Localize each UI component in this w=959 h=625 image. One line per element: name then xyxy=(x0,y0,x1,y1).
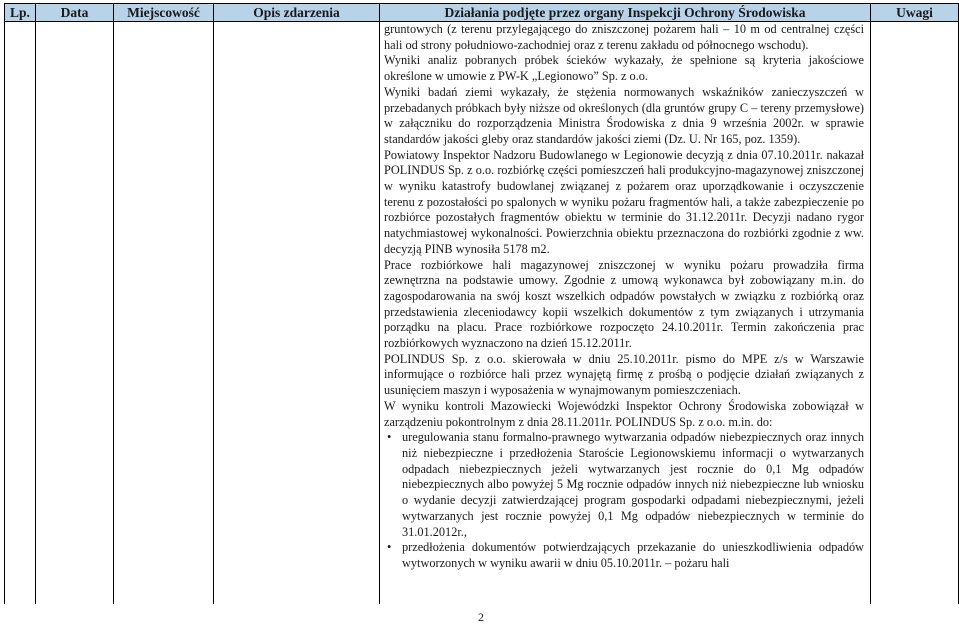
bullet-icon: • xyxy=(387,540,392,555)
page-number: 2 xyxy=(478,610,484,624)
header-dzialania: Działania podjęte przez organy Inspekcji Ochrony Środowiska xyxy=(380,4,871,22)
bullet-icon: • xyxy=(387,430,392,445)
obligations-list xyxy=(384,430,864,571)
list-item xyxy=(387,540,864,571)
header-uwagi: Uwagi xyxy=(871,4,959,22)
cell-uwagi xyxy=(871,22,959,605)
actions-paragraph: W wyniku kontroli Mazowiecki Wojewódzki Inspektor Ochrony Środowiska zobowiązał w zarządzeniu pokontrolnym z dnia 28.11.2011r. POLINDUS Sp. z o.o. m.in. do: xyxy=(384,398,864,429)
actions-paragraph: POLINDUS Sp. z o.o. skierowała w dniu 25.10.2011r. pismo do MPE z/s w Warszawie informujące o rozbiórce hali przez wynajętą firmę z prośbą o podjęcie działań związanych z usunięciem maszyn i wyposażenia w wynajmowanym pomieszczeniach. xyxy=(384,351,864,398)
cell-dzialania xyxy=(380,22,871,605)
list-item-text: uregulowania stanu formalno-prawnego wytwarzania odpadów niebezpiecznych oraz innych niż niebezpieczne i przedłożenia Staroście Legionowskiemu informacji o wytwarzanych odpadach niebezpiecznych jeżeli wytwarzanych jest rocznie do 0,1 Mg odpadów niebezpiecznych albo powyżej 5 Mg rocznie odpadów innych niż niebezpieczne lub wniosku o wydanie decyzji zatwierdzającej program gospodarki odpadami niebezpiecznymi, jeżeli wytwarzanych jest rocznie powyżej 0,1 Mg odpadów niebezpiecznych w terminie do 31.01.2012r., xyxy=(402,430,864,539)
actions-paragraph: Wyniki analiz pobranych próbek ścieków wykazały, że spełnione są kryteria jakościowe określone w umowie z PW-K „Legionowo” Sp. z o.o. xyxy=(384,53,864,84)
cell-lp xyxy=(5,22,36,605)
header-miejscowosc: Miejscowość xyxy=(114,4,214,22)
cell-data xyxy=(36,22,114,605)
list-item-text: przedłożenia dokumentów potwierdzających przekazanie do unieszkodliwienia odpadów wytworzonych w wyniku awarii w dniu 05.10.2011r. – pożaru hali xyxy=(402,540,864,570)
incidents-table xyxy=(4,3,959,604)
table-header-row xyxy=(5,4,959,22)
actions-paragraph: Prace rozbiórkowe hali magazynowej zniszczonej w wyniku pożaru prowadziła firma zewnętrzna na podstawie umowy. Zgodnie z umową wykonawca był zobowiązany m.in. do zagospodarowania na swój koszt wszelkich odpadów powstałych w związku z rozbiórką oraz przedstawienia zleceniodawcy kopii wszelkich dokumentów z tym związanych i utrzymania porządku na placu. Prace rozbiórkowe rozpoczęto 24.10.2011r. Termin zakończenia prac rozbiórkowych wyznaczono na dzień 15.12.2011r. xyxy=(384,257,864,351)
cell-opis-zdarzenia xyxy=(214,22,380,605)
header-data: Data xyxy=(36,4,114,22)
list-item xyxy=(387,430,864,540)
actions-paragraph: Powiatowy Inspektor Nadzoru Budowlanego w Legionowie decyzją z dnia 07.10.2011r. nakazał POLINDUS Sp. z o.o. rozbiórkę części pomieszczeń hali produkcyjno-magazynowej zniszczonej w wyniku katastrofy budowlanej związanej z pożarem oraz uporządkowanie i oczyszczenie terenu z pozostałości po spalonych w wyniku pożaru fragmentów hali, a także zabezpieczenie po rozbiórce pozostałych fragmentów obiektu w terminie do 31.12.2011r. Decyzji nadano rygor natychmiastowej wykonalności. Powierzchnia obiektu przeznaczona do rozbiórki zgodnie z ww. decyzją PINB wynosiła 5178 m2. xyxy=(384,147,864,256)
actions-content xyxy=(380,22,870,572)
header-lp: Lp. xyxy=(5,4,36,22)
header-opis-zdarzenia: Opis zdarzenia xyxy=(214,4,380,22)
cell-miejscowosc xyxy=(114,22,214,605)
actions-paragraph: gruntowych (z terenu przylegającego do zniszczonej pożarem hali – 10 m od centralnej części hali od strony południowo-zachodniej oraz z terenu zakładu od północnego wschodu). xyxy=(384,22,864,52)
table-row xyxy=(5,22,959,605)
actions-paragraph: Wyniki badań ziemi wykazały, że stężenia normowanych wskaźników zanieczyszczeń w przebadanych próbkach były niższe od określonych (dla gruntów grupy C – tereny przemysłowe) w załączniku do rozporządzenia Ministra Środowiska z dnia 9 września 2002r. w sprawie standardów jakości gleby oraz standardów jakości ziemi (Dz. U. Nr 165, poz. 1359). xyxy=(384,84,864,146)
